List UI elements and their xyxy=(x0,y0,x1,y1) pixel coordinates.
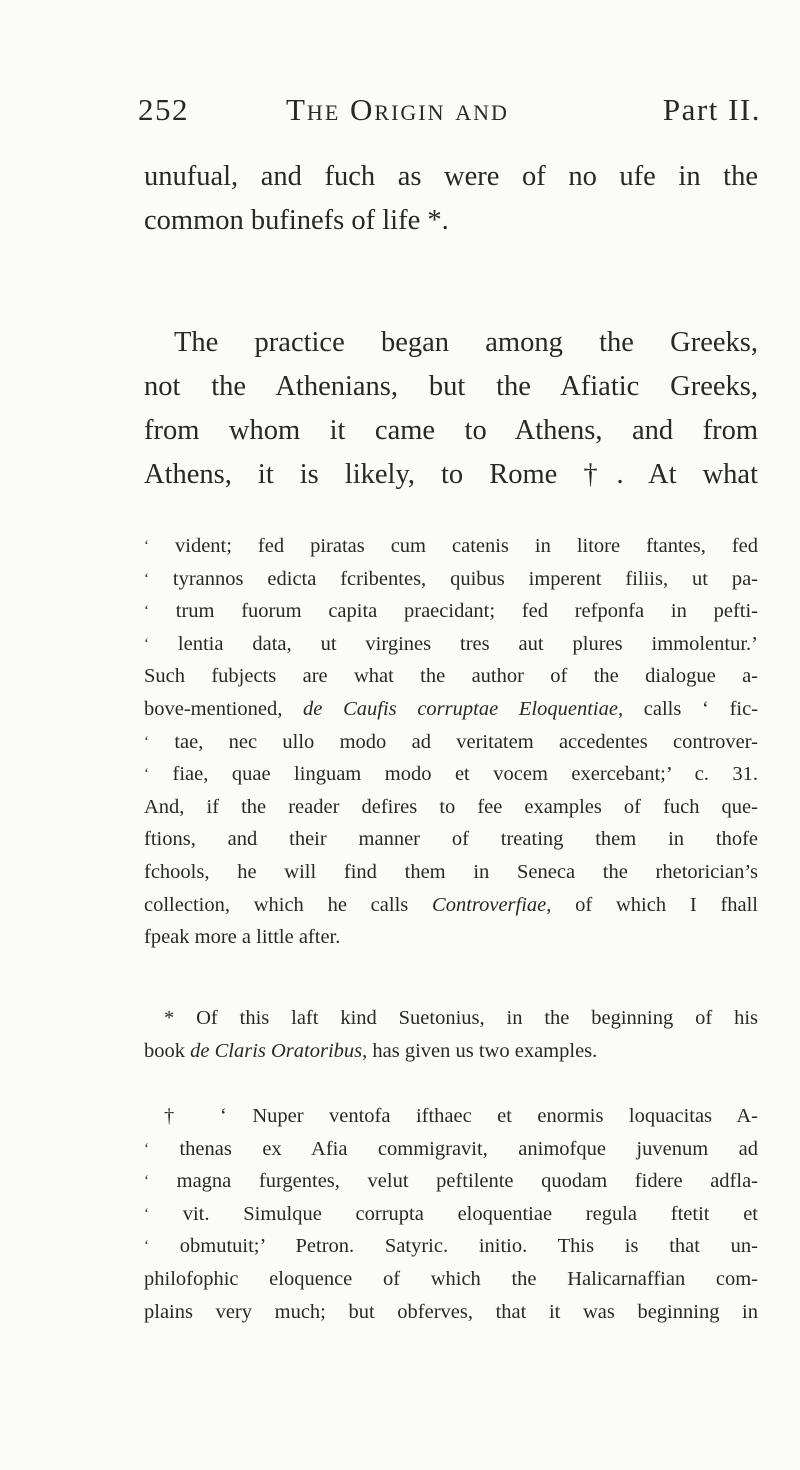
work-title: de Caufis corruptae Eloquentiae xyxy=(303,697,618,720)
note-line: ‘ lentia data, ut virgines tres aut plures immolentur.’ xyxy=(144,632,758,655)
text-line: unufual, and fuch as were of no ufe in the xyxy=(144,161,758,192)
note-line: ‘ vident; fed piratas cum catenis in litore ftantes, fed xyxy=(144,535,759,557)
text-line: The practice began among the Greeks, xyxy=(174,327,758,358)
note-line: ‘ tae, nec ullo modo ad veritatem accedentes controver- xyxy=(144,730,758,753)
text-line: not the Athenians, but the Afiatic Greeks, xyxy=(144,371,758,402)
page-number: 252 xyxy=(138,92,189,127)
quote-mark: ‘ xyxy=(144,1205,149,1222)
note-line: ‘ tyrannos edicta fcribentes, quibus imperent filiis, ut pa- xyxy=(144,567,759,590)
note-line: Such fubjects are what the author of the dialogue a- xyxy=(144,665,758,688)
quote-mark: ‘ xyxy=(144,1238,149,1255)
text-line: from whom it came to Athens, and from xyxy=(144,415,758,446)
note-line: † ‘ Nuper ventofa ifthaec et enormis loquacitas A- xyxy=(164,1105,758,1127)
quote-mark: ‘ xyxy=(144,570,149,587)
note-line: ftions, and their manner of treating them in thofe xyxy=(144,828,758,851)
note-line: book de Claris Oratoribus, has given us two examples. xyxy=(144,1039,598,1062)
page-header xyxy=(138,92,761,136)
part-label: Part II. xyxy=(662,92,761,127)
note-line: ‘ vit. Simulque corrupta eloquentiae regula ftetit et xyxy=(144,1202,758,1225)
work-title: de Claris Oratoribus xyxy=(190,1039,363,1062)
note-line: ‘ fiae, quae linguam modo et vocem exercebant;’ c. 31. xyxy=(144,763,759,786)
quote-mark: ‘ xyxy=(144,538,149,554)
note-line: bove-mentioned, de Caufis corruptae Eloquentiae, calls ‘ fic- xyxy=(144,697,759,720)
quote-mark: ‘ xyxy=(144,766,149,783)
note-line: fpeak more a little after. xyxy=(144,926,341,949)
quote-mark: ‘ xyxy=(144,1173,149,1190)
quote-mark: ‘ xyxy=(144,733,149,750)
note-line: ‘ thenas ex Afia commigravit, animofque juvenum ad xyxy=(144,1137,758,1160)
note-line: And, if the reader defires to fee examples of fuch que- xyxy=(144,795,758,818)
quote-mark: ‘ xyxy=(144,635,149,652)
text-line: Athens, it is likely, to Rome †. At what xyxy=(144,459,758,490)
note-line: ‘ trum fuorum capita praecidant; fed refponfa in pefti- xyxy=(144,600,758,623)
note-line: ‘ magna furgentes, velut peftilente quodam fidere adfla- xyxy=(144,1170,759,1193)
note-line: philofophic eloquence of which the Halicarnaffian com- xyxy=(144,1267,758,1290)
main-paragraph xyxy=(144,321,758,497)
note-line: ‘ obmutuit;’ Petron. Satyric. initio. This is that un- xyxy=(144,1235,758,1258)
opening-paragraph xyxy=(144,155,758,243)
running-title: The Origin and xyxy=(286,92,509,127)
quote-mark: ‘ xyxy=(144,603,149,620)
note-line: fchools, he will find them in Seneca the rhetorician’s xyxy=(144,860,758,883)
footnote-star xyxy=(144,1002,758,1067)
quote-mark: ‘ xyxy=(144,1140,149,1157)
footnote-continuation xyxy=(144,530,758,954)
work-title: Controverfiae xyxy=(432,893,547,916)
text-line: common bufinefs of life *. xyxy=(144,205,449,236)
note-line: collection, which he calls Controverfiae, of which I fhall xyxy=(144,893,759,916)
footnote-dagger xyxy=(144,1100,758,1328)
note-line: plains very much; but obferves, that it was beginning in xyxy=(144,1300,758,1323)
note-line: * Of this laft kind Suetonius, in the beginning of his xyxy=(164,1007,758,1029)
